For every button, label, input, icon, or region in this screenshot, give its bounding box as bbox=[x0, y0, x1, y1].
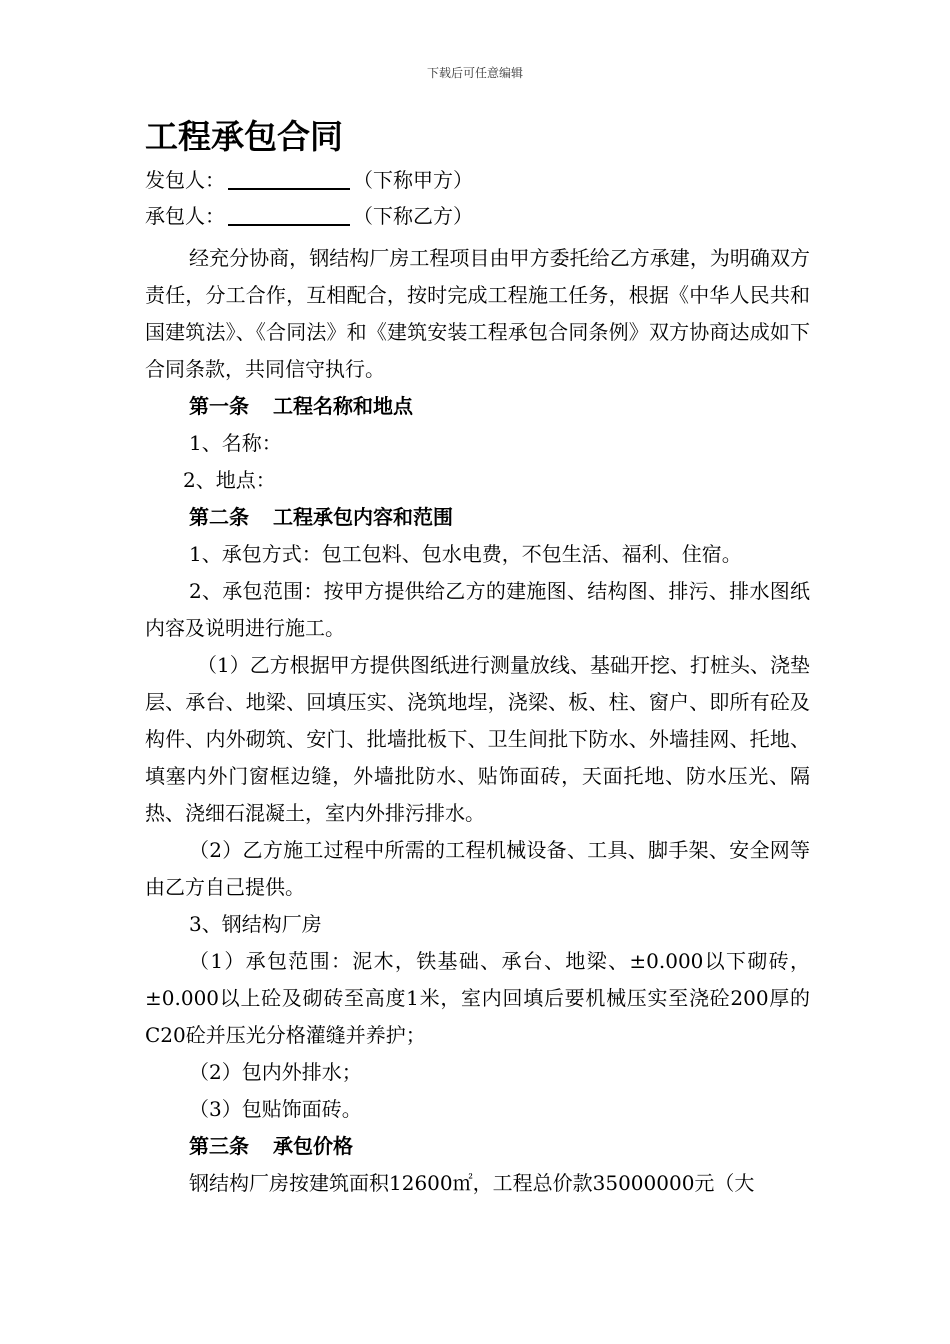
article-1-title: 工程名称和地点 bbox=[273, 394, 413, 418]
article-2-scope-sub-2: （2）乙方施工过程中所需的工程机械设备、工具、脚手架、安全网等由乙方自己提供。 bbox=[145, 838, 810, 899]
article-1-item-location: 2、地点： bbox=[183, 468, 276, 492]
article-2-steel-sub-3: （3）包贴饰面砖。 bbox=[189, 1097, 362, 1121]
party-b-blank bbox=[228, 202, 350, 226]
article-2-item-method: 1、承包方式：包工包料、包水电费，不包生活、福利、住宿。 bbox=[189, 542, 742, 566]
article-3-title: 承包价格 bbox=[273, 1134, 353, 1158]
article-3-price-text: 钢结构厂房按建筑面积12600㎡，工程总价款35000000元（大 bbox=[189, 1171, 755, 1195]
article-2-steel-sub-1: （1）承包范围：泥木，铁基础、承台、地梁、±0.000以下砌砖，±0.000以上砼及砌砖至高度1米，室内回填后要机械压实至浇砼200厚的C20砼并压光分格灌缝并养护； bbox=[145, 949, 810, 1047]
article-2-item-scope: 2、承包范围：按甲方提供给乙方的建施图、结构图、排污、排水图纸内容及说明进行施工。 bbox=[145, 579, 810, 640]
party-b-suffix: （下称乙方） bbox=[353, 204, 473, 228]
article-3-number: 第三条 bbox=[189, 1134, 249, 1158]
article-3-heading bbox=[145, 1128, 810, 1165]
party-b-line bbox=[145, 198, 810, 234]
article-2-item-steel: 3、钢结构厂房 bbox=[189, 912, 322, 936]
intro-paragraph: 经充分协商，钢结构厂房工程项目由甲方委托给乙方承建，为明确双方责任，分工合作，互相配合，按时完成工程施工任务，根据《中华人民共和国建筑法》、《合同法》和《建筑安装工程承包合同条例》双方协商达成如下合同条款，共同信守执行。 bbox=[145, 246, 810, 381]
party-b-label: 承包人： bbox=[145, 204, 225, 228]
document-title: 工程承包合同 bbox=[145, 117, 343, 156]
article-2-title: 工程承包内容和范围 bbox=[273, 505, 453, 529]
party-a-label: 发包人： bbox=[145, 168, 225, 192]
article-1-item-name: 1、名称： bbox=[189, 431, 282, 455]
article-1-number: 第一条 bbox=[189, 394, 249, 418]
party-a-suffix: （下称甲方） bbox=[353, 168, 473, 192]
article-2-number: 第二条 bbox=[189, 505, 249, 529]
article-2-steel-sub-2: （2）包内外排水； bbox=[189, 1060, 362, 1084]
article-2-heading bbox=[145, 499, 810, 536]
article-1-heading bbox=[145, 388, 810, 425]
party-a-blank bbox=[228, 166, 350, 190]
party-a-line bbox=[145, 162, 810, 198]
page-header-note: 下载后可任意编辑 bbox=[426, 66, 523, 80]
article-2-scope-sub-1: （1）乙方根据甲方提供图纸进行测量放线、基础开挖、打桩头、浇垫层、承台、地梁、回填压实、浇筑地埕，浇梁、板、柱、窗户、即所有砼及构件、内外砌筑、安门、批墙批板下、卫生间批下防水、外墙挂网、托地、填塞内外门窗框边缝，外墙批防水、贴饰面砖，天面托地、防水压光、隔热、浇细石混凝土，室内外排污排水。 bbox=[145, 653, 810, 825]
contract-body bbox=[145, 112, 810, 1202]
